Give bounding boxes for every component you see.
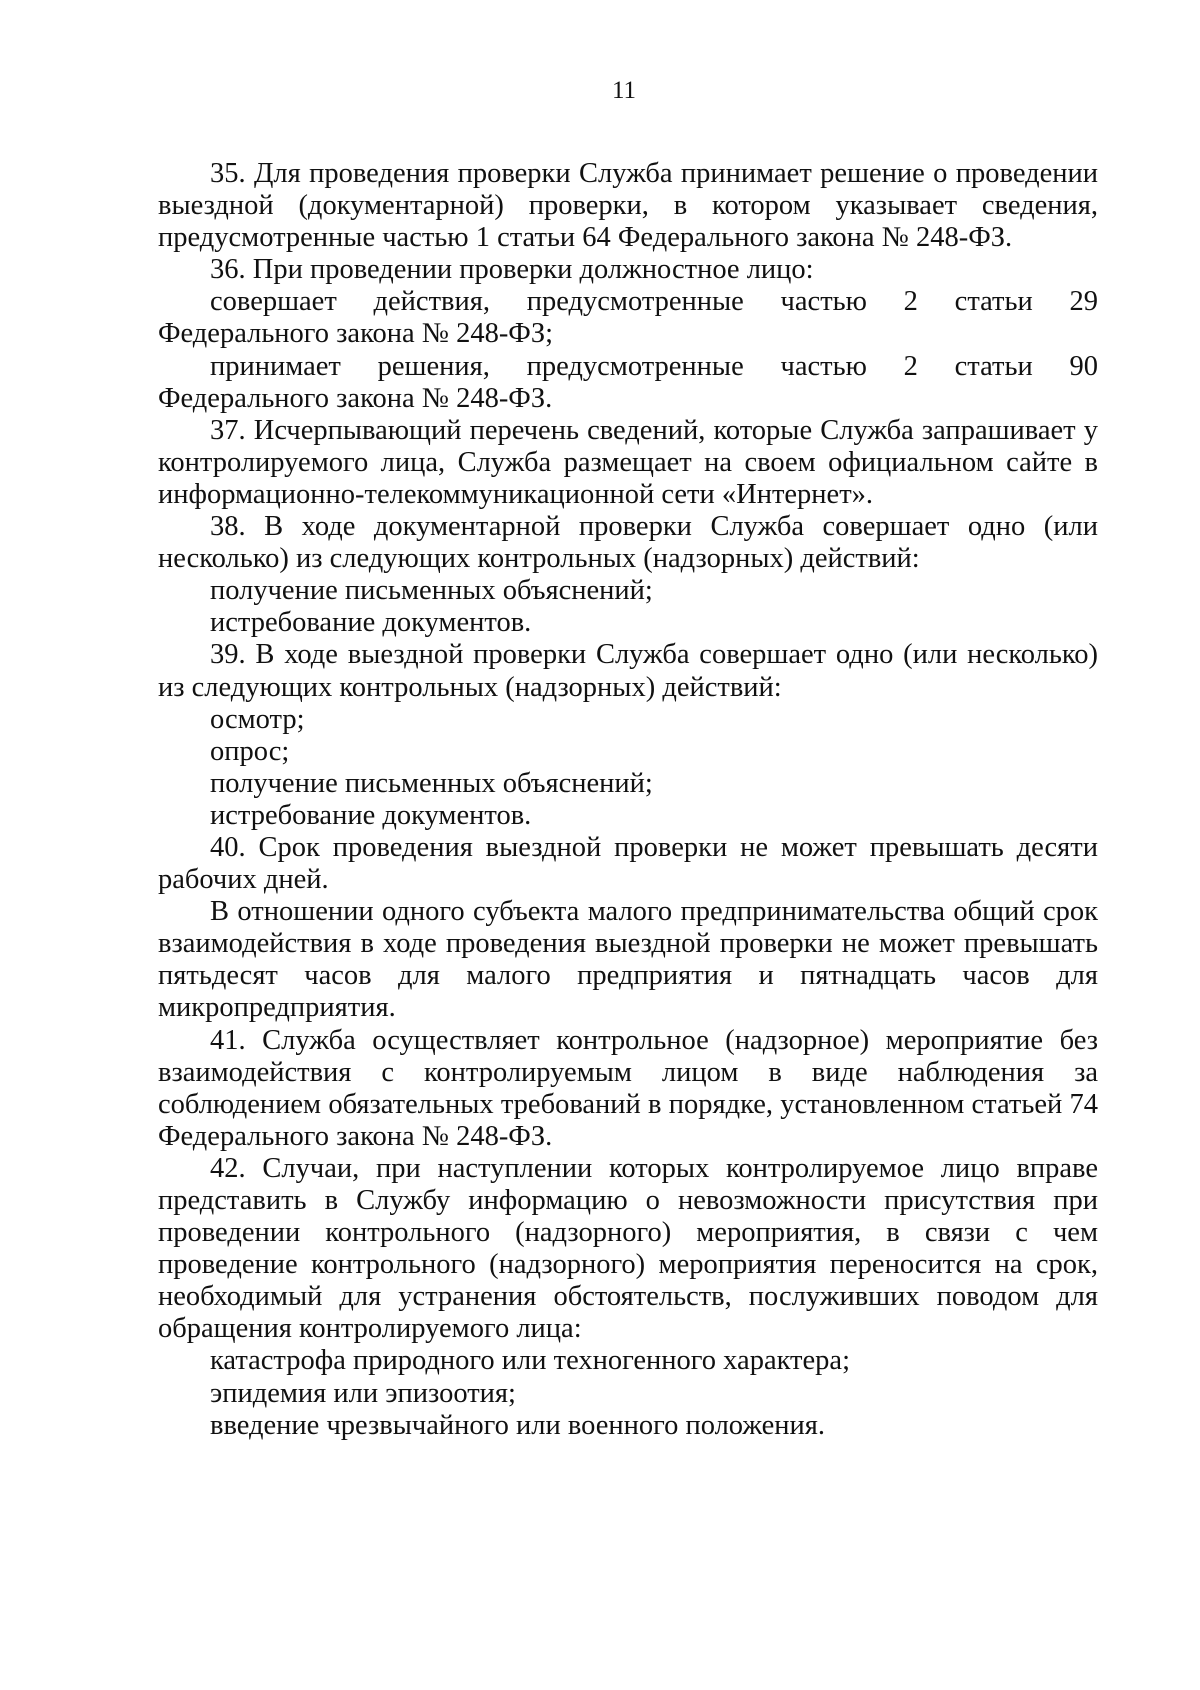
paragraph-40: 40. Срок проведения выездной проверки не может превышать десяти рабочих дней.	[158, 831, 1098, 896]
paragraph-42: 42. Случаи, при наступлении которых контролируемое лицо вправе представить в Службу информацию о невозможности присутствия при проведении контрольного (надзорного) мероприятия, в связи с чем проведение контрольного (надзорного) мероприятия переносится на срок, необходимый для устранения обстоятельств, послуживших поводом для обращения контролируемого лица:	[158, 1152, 1098, 1345]
paragraph-39-item-4: истребование документов.	[210, 799, 532, 831]
paragraph-38-item-1: получение письменных объяснений;	[210, 575, 653, 607]
paragraph-36: 36. При проведении проверки должностное лицо:	[210, 254, 814, 286]
paragraph-36-item-2: принимает решения, предусмотренные частью 2 статьи 90 Федерального закона № 248-ФЗ.	[158, 350, 1098, 414]
paragraph-39-item-2: опрос;	[210, 735, 290, 767]
paragraph-38-item-2: истребование документов.	[210, 607, 532, 639]
paragraph-42-item-2: эпидемия или эпизоотия;	[210, 1377, 516, 1409]
paragraph-40-continuation: В отношении одного субъекта малого предпринимательства общий срок взаимодействия в ходе проведения выездной проверки не может превышать пятьдесят часов для малого предприятия и пятнадцать часов для микропредприятия.	[158, 896, 1098, 1024]
paragraph-41: 41. Служба осуществляет контрольное (надзорное) мероприятие без взаимодействия с контролируемым лицом в виде наблюдения за соблюдением обязательных требований в порядке, установленном статьей 74 Федерального закона № 248-ФЗ.	[158, 1024, 1098, 1152]
page-number: 11	[611, 77, 637, 104]
paragraph-38: 38. В ходе документарной проверки Служба совершает одно (или несколько) из следующих контрольных (надзорных) действий:	[158, 511, 1098, 575]
paragraph-36-item-1: совершает действия, предусмотренные частью 2 статьи 29 Федерального закона № 248-ФЗ;	[158, 286, 1098, 350]
paragraph-42-item-1: катастрофа природного или техногенного характера;	[210, 1345, 850, 1377]
paragraph-39-item-1: осмотр;	[210, 703, 305, 735]
paragraph-39: 39. В ходе выездной проверки Служба совершает одно (или несколько) из следующих контрольных (надзорных) действий:	[158, 639, 1098, 703]
paragraph-35: 35. Для проведения проверки Служба принимает решение о проведении выездной (документарной) проверки, в котором указывает сведения, предусмотренные частью 1 статьи 64 Федерального закона № 248-ФЗ.	[158, 158, 1098, 254]
paragraph-37: 37. Исчерпывающий перечень сведений, которые Служба запрашивает у контролируемого лица, Служба размещает на своем официальном сайте в информационно-телекоммуникационной сети «Интернет».	[158, 414, 1098, 510]
paragraph-42-item-3: введение чрезвычайного или военного положения.	[210, 1409, 826, 1441]
paragraph-39-item-3: получение письменных объяснений;	[210, 767, 653, 799]
document-body	[158, 158, 1098, 1442]
